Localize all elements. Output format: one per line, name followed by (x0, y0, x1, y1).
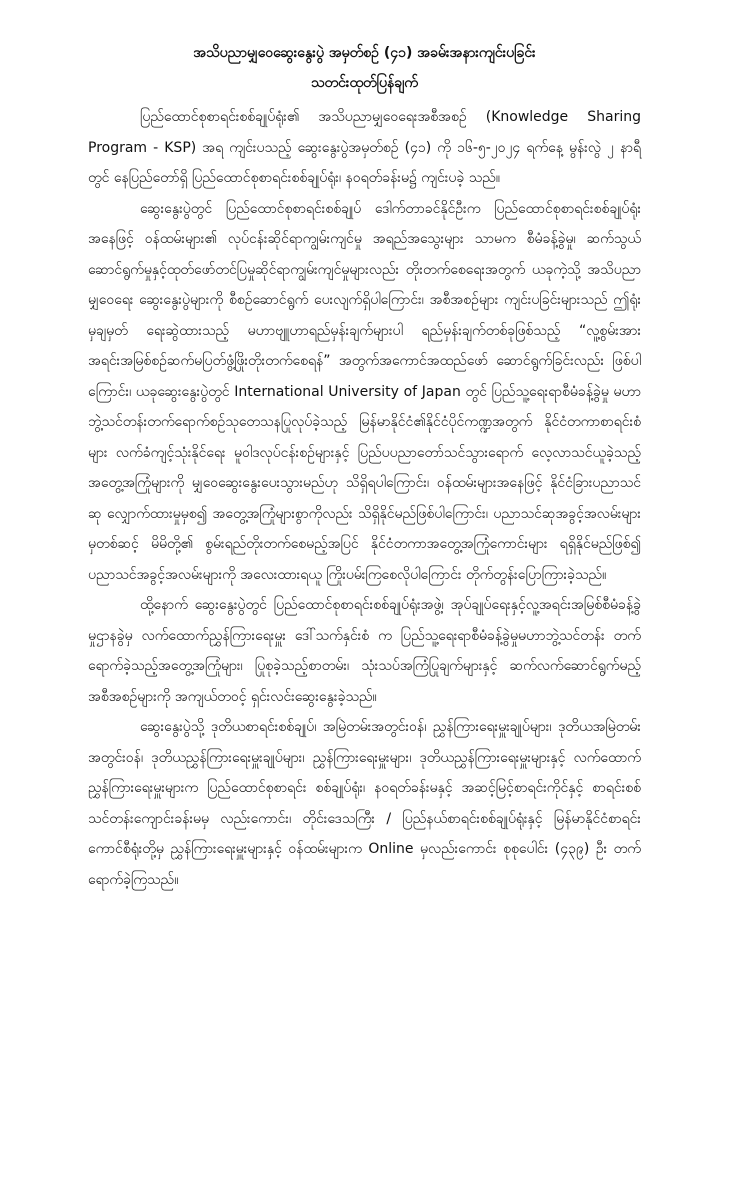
paragraph-1: ပြည်ထောင်စုစာရင်းစစ်ချုပ်ရုံး၏ အသိပညာမျှဝေရေးအစီအစဉ် (Knowledge Sharing Program - KSP) အရ ကျင်းပသည့် ဆွေးနွေးပွဲအမှတ်စဉ် (၄၁) ကို ၁၆-၅-၂၀၂၄ ရက်နေ့ မွန်းလွဲ ၂ နာရီတွင် နေပြည်တော်ရှိ ပြည်ထောင်စုစာရင်းစစ်ချုပ်ရုံး၊ နဝရတ်ခန်းမ၌ ကျင်းပခဲ့ သည်။ (88, 109, 641, 186)
paragraph-4: ဆွေးနွေးပွဲသို့ ဒုတိယစာရင်းစစ်ချုပ်၊ အမြဲတမ်းအတွင်းဝန်၊ ညွှန်ကြားရေးမှူးချုပ်များ၊ ဒုတိယအမြဲတမ်းအတွင်းဝန်၊ ဒုတိယညွှန်ကြားရေးမှူးချုပ်များ၊ ညွှန်ကြားရေးမှူးများ၊ ဒုတိယညွှန်ကြားရေးမှူးများနှင့် လက်ထောက်ညွှန်ကြားရေးမှူးများက ပြည်ထောင်စုစာရင်း စစ်ချုပ်ရုံး၊ နဝရတ်ခန်းမနှင့် အဆင့်မြင့်စာရင်းကိုင်နှင့် စာရင်းစစ်သင်တန်းကျောင်းခန်းမမှ လည်းကောင်း၊ တိုင်းဒေသကြီး / ပြည်နယ်စာရင်းစစ်ချုပ်ရုံးနှင့် မြန်မာနိုင်ငံစာရင်းကောင်စီရုံးတို့မှ ညွှန်ကြားရေးမှူးများနှင့် ဝန်ထမ်းများက Online မှလည်းကောင်း စုစုပေါင်း (၄၃၉) ဦး တက်ရောက်ခဲ့ကြသည်။ (88, 719, 641, 888)
paragraph-3: ထို့နောက် ဆွေးနွေးပွဲတွင် ပြည်ထောင်စုစာရင်းစစ်ချုပ်ရုံးအဖွဲ့၊ အုပ်ချုပ်ရေးနှင့်လူ့အရင်းအမြစ်စီမံခန့်ခွဲမှုဌာနခွဲမှ လက်ထောက်ညွှန်ကြားရေးမှူး ဒေါ်သက်နှင်းစံ က ပြည်သူ့ရေးရာစီမံခန့်ခွဲမှုမဟာဘွဲ့သင်တန်း တက်ရောက်ခဲ့သည့်အတွေ့အကြုံများ၊ ပြုစုခဲ့သည့်စာတမ်း၊ သုံးသပ်အကြံပြုချက်များနှင့် ဆက်လက်ဆောင်ရွက်မည့်အစီအစဉ်များကို အကျယ်တဝင့် ရှင်းလင်းဆွေးနွေးခဲ့သည်။ (88, 597, 641, 705)
document-title: အသိပညာမျှဝေဆွေးနွေးပွဲ အမှတ်စဉ် (၄၁) အခမ်းအနားကျင်းပခြင်း (193, 45, 536, 61)
title-block (88, 38, 641, 98)
paragraph-2: ဆွေးနွေးပွဲတွင် ပြည်ထောင်စုစာရင်းစစ်ချုပ် ဒေါက်တာခင်နိုင်ဦးက ပြည်ထောင်စုစာရင်းစစ်ချုပ်ရုံးအနေဖြင့် ဝန်ထမ်းများ၏ လုပ်ငန်းဆိုင်ရာကျွမ်းကျင်မှု အရည်အသွေးများ သာမက စီမံခန့်ခွဲမှု၊ ဆက်သွယ်ဆောင်ရွက်မှုနှင့်ထုတ်ဖော်တင်ပြမှုဆိုင်ရာကျွမ်းကျင်မှုများလည်း တိုးတက်စေရေးအတွက် ယခုကဲ့သို့ အသိပညာမျှဝေရေး ဆွေးနွေးပွဲများကို စီစဉ်ဆောင်ရွက် ပေးလျက်ရှိပါကြောင်း၊ အစီအစဉ်များ ကျင်းပခြင်းများသည် ဤရုံးမှချမှတ် ရေးဆွဲထားသည့် မဟာဗျူဟာရည်မှန်းချက်များပါ ရည်မှန်းချက်တစ်ခုဖြစ်သည့် “လူ့စွမ်းအားအရင်းအမြစ်စဉ်ဆက်မပြတ်ဖွံ့ဖြိုးတိုးတက်စေရန်” အတွက်အကောင်အထည်ဖော် ဆောင်ရွက်ခြင်းလည်း ဖြစ်ပါကြောင်း၊ ယခုဆွေးနွေးပွဲတွင် International University of Japan တွင် ပြည်သူ့ရေးရာစီမံခန့်ခွဲမှု မဟာဘွဲ့သင်တန်းတက်ရောက်စဉ်သုတေသနပြုလုပ်ခဲ့သည့် မြန်မာနိုင်ငံ၏နိုင်ငံပိုင်ကဏ္ဍအတွက် နိုင်ငံတကာစာရင်းစံများ လက်ခံကျင့်သုံးနိုင်ရေး မူဝါဒလုပ်ငန်းစဉ်များနှင့် ပြည်ပပညာတော်သင်သွားရောက် လေ့လာသင်ယူခဲ့သည့် အတွေ့အကြုံများကို မျှဝေဆွေးနွေးပေးသွားမည်ဟု သိရှိရပါကြောင်း၊ ဝန်ထမ်းများအနေဖြင့် နိုင်ငံခြားပညာသင်ဆု လျှောက်ထားမှုမှစ၍ အတွေ့အကြုံများစွာကိုလည်း သိရှိနိုင်မည်ဖြစ်ပါကြောင်း၊ ပညာသင်ဆုအခွင့်အလမ်းများမှတစ်ဆင့် မိမိတို့၏ စွမ်းရည်တိုးတက်စေမည့်အပြင် နိုင်ငံတကာအတွေ့အကြုံကောင်းများ ရရှိနိုင်မည်ဖြစ်၍ ပညာသင်အခွင့်အလမ်းများကို အလေးထားရယူ ကြိုးပမ်းကြစေလိုပါကြောင်း တိုက်တွန်းပြောကြားခဲ့သည်။ (88, 200, 641, 583)
document-subtitle: သတင်းထုတ်ပြန်ချက် (310, 75, 419, 91)
